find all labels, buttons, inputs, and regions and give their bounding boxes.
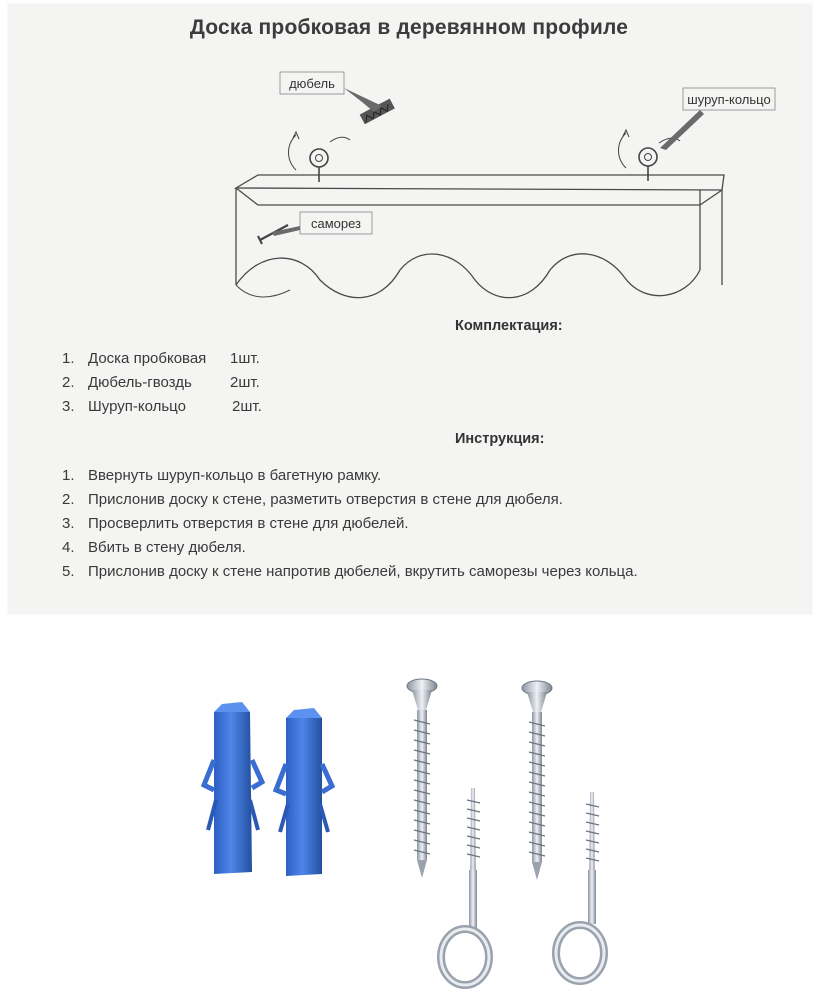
step-text: Прислонив доску к стене напротив дюбелей, вкрутить саморезы через кольца. [88, 563, 638, 580]
self-tapping-screw-drawing-icon [258, 225, 288, 244]
self-tapping-label: саморез [310, 216, 362, 231]
instruction-step [62, 489, 782, 513]
step-text: Ввернуть шуруп-кольцо в багетную рамку. [88, 467, 382, 484]
kit-list [62, 348, 422, 420]
kit-item-number: 1. [62, 350, 75, 367]
kit-item-qty: 2шт. [232, 398, 262, 415]
step-number: 5. [62, 563, 75, 580]
screw-ring-label: шуруп-кольцо [687, 92, 771, 107]
kit-item-name: Шуруп-кольцо [88, 398, 186, 415]
self-tapping-screw-icon [407, 679, 437, 878]
screw-ring-callout [660, 88, 775, 150]
hardware-photo [0, 640, 818, 1000]
self-tapping-callout [272, 212, 372, 236]
step-text: Вбить в стену дюбеля. [88, 539, 246, 556]
kit-heading: Комплектация: [455, 318, 563, 334]
kit-item-number: 3. [62, 398, 75, 415]
dowel-icon [204, 702, 262, 874]
mounting-diagram [0, 0, 818, 320]
kit-item-number: 2. [62, 374, 75, 391]
instruction-step [62, 465, 782, 489]
kit-item-qty: 2шт. [230, 374, 260, 391]
dowel-callout [280, 72, 382, 112]
kit-item [62, 348, 422, 372]
kit-item [62, 396, 422, 420]
step-number: 1. [62, 467, 75, 484]
step-text: Прислонив доску к стене, разметить отверстия в стене для дюбеля. [88, 491, 563, 508]
step-text: Просверлить отверстия в стене для дюбелей. [88, 515, 409, 532]
step-number: 4. [62, 539, 75, 556]
frame-profile [236, 175, 724, 298]
kit-item-name: Доска пробковая [88, 350, 207, 367]
screw-ring-icon [556, 792, 604, 981]
instruction-step [62, 561, 782, 585]
self-tapping-screw-icon [522, 681, 552, 880]
kit-item [62, 372, 422, 396]
dowel-icon [276, 708, 332, 876]
kit-item-name: Дюбель-гвоздь [88, 374, 192, 391]
screw-ring-right [619, 130, 681, 181]
kit-item-qty: 1шт. [230, 350, 260, 367]
screw-ring-icon [441, 788, 489, 985]
step-number: 2. [62, 491, 75, 508]
instruction-step [62, 537, 782, 561]
dowel-label: дюбель [289, 76, 335, 91]
instructions-list [62, 465, 782, 585]
instruction-step [62, 513, 782, 537]
page-title: Доска пробковая в деревянном профиле [189, 16, 629, 39]
instructions-heading: Инструкция: [455, 431, 545, 447]
step-number: 3. [62, 515, 75, 532]
